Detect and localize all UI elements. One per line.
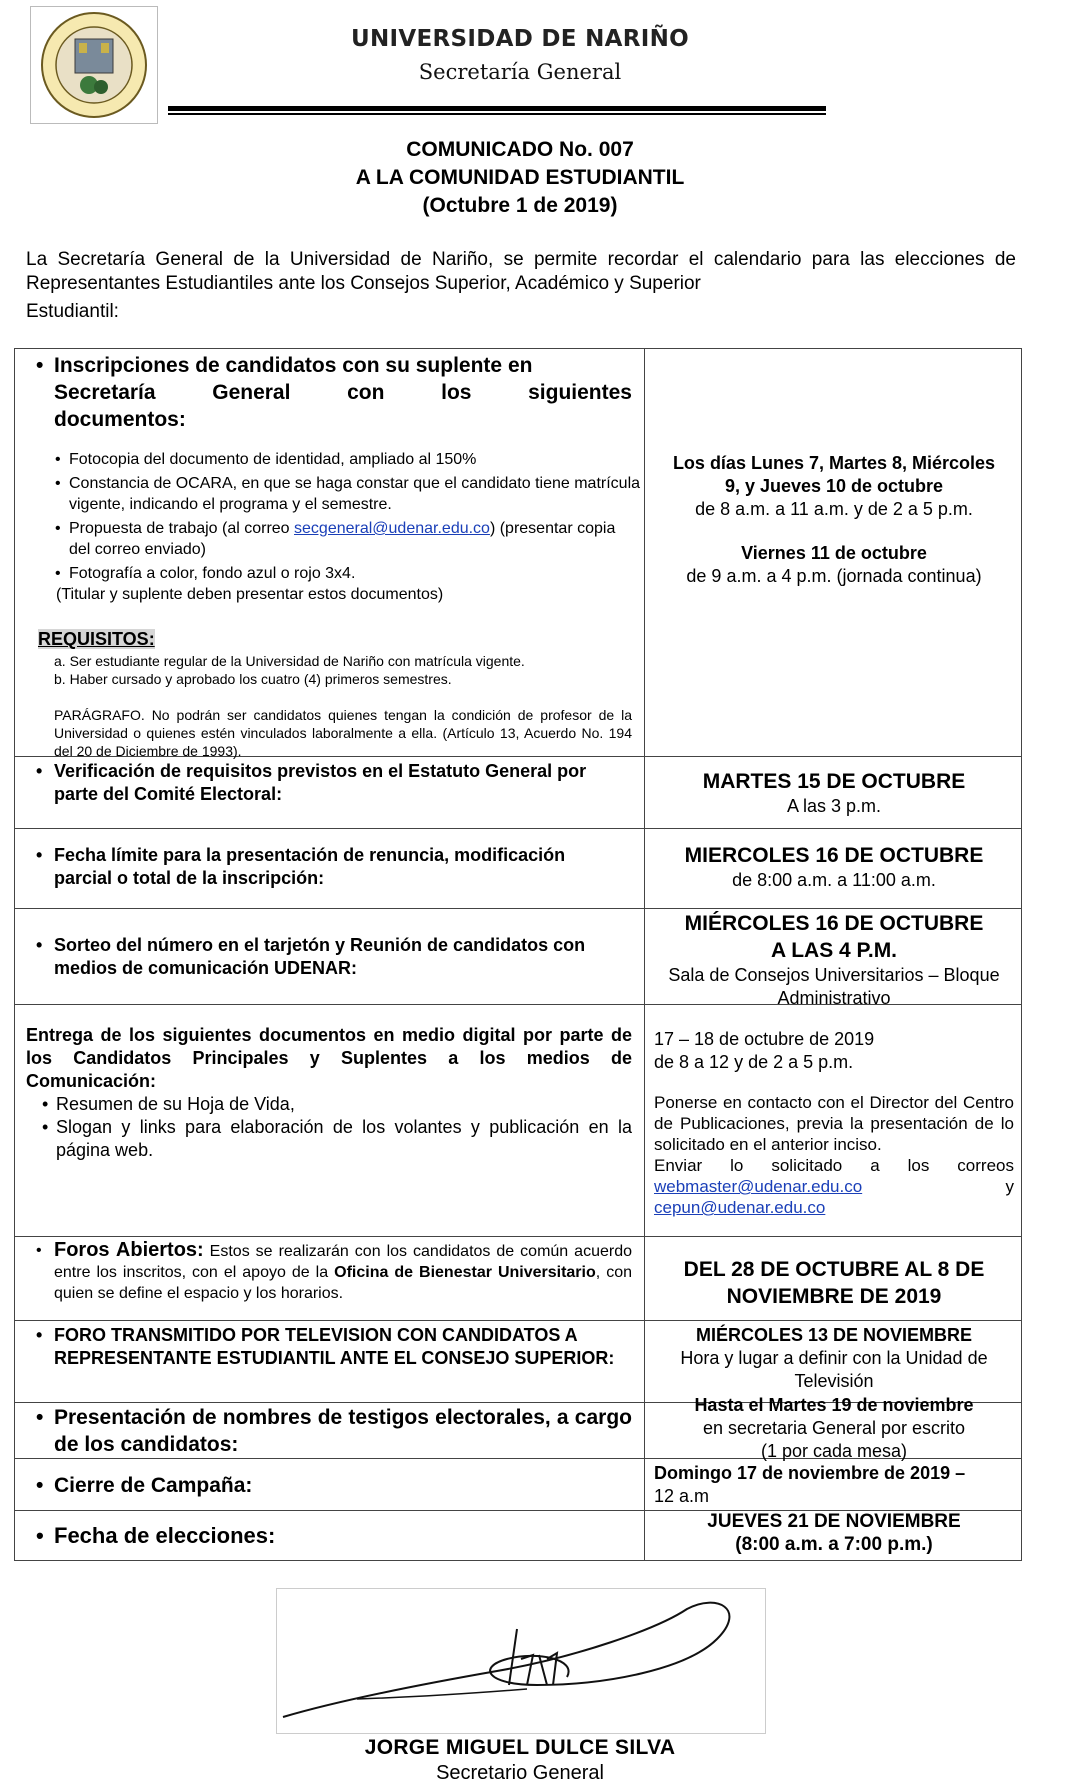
- requirements-label: [38, 628, 155, 651]
- row7-right: [652, 1324, 1016, 1393]
- row1-heading-line3: documentos:: [54, 408, 186, 431]
- column-divider: [644, 348, 645, 1561]
- conjunction: y: [1005, 1177, 1014, 1196]
- forums-text-end: , con quien se define el espacio y los horarios.: [54, 1264, 633, 1302]
- row6-right: DEL 28 DE OCTUBRE AL 8 DE NOVIEMBRE DE 2019: [683, 1258, 985, 1308]
- forums-label: Foros Abiertos:: [54, 1239, 204, 1261]
- row5-right: [654, 1028, 1014, 1218]
- row3-left: • Fecha límite para la presentación de renuncia, modificación parcial o total de la inscripción:: [54, 844, 626, 890]
- list-item: • Fotocopia del documento de identidad, ampliado al 150%: [69, 449, 641, 470]
- row5-heading: Entrega de los siguientes documentos en medio digital por parte de los Candidatos Principales y Suplentes a los medios de Comunicación:: [26, 1025, 632, 1091]
- row7-date: MIÉRCOLES 13 DE NOVIEMBRE: [695, 1325, 973, 1345]
- row3-right: [652, 842, 1016, 892]
- row4-date: MIÉRCOLES 16 DE OCTUBRE: [684, 912, 984, 935]
- row1-time-line: de 8 a.m. a 11 a.m. y de 2 a 5 p.m.: [695, 499, 973, 519]
- paragraph-clause: PARÁGRAFO. No podrán ser candidatos quienes tengan la condición de profesor de la Universidad o quienes estén vinculados laboralmente a ella. (Artículo 13, Acuerdo No. 194 del 20 de Diciembre de 1993).: [54, 707, 632, 759]
- signatory-role: Secretario General: [436, 1762, 604, 1784]
- requirement-a: a. Ser estudiante regular de la Universidad de Nariño con matrícula vigente.: [54, 653, 525, 669]
- row1-heading: [54, 352, 632, 433]
- document-list: [53, 449, 641, 584]
- heading-word: con: [347, 381, 385, 404]
- row5-left: [26, 1024, 632, 1162]
- row7-left: • FORO TRANSMITIDO POR TELEVISION CON CANDIDATOS A REPRESENTANTE ESTUDIANTIL ANTE EL CONSEJO SUPERIOR:: [54, 1324, 632, 1370]
- row4-right: [652, 910, 1016, 1010]
- row9-right: [654, 1462, 1014, 1508]
- row5-send-text: Enviar lo solicitado a los correos: [654, 1156, 1014, 1175]
- row1-date-line: 9, y Jueves 10 de octubre: [724, 476, 944, 496]
- row1-heading-line1: • Inscripciones de candidatos con su suplente en: [54, 354, 533, 377]
- row4-time: A LAS 4 P.M.: [770, 939, 898, 962]
- university-name: UNIVERSIDAD DE NARIÑO: [350, 26, 690, 52]
- row9-date: Domingo 17 de noviembre de 2019 –: [654, 1463, 966, 1483]
- doc-text: Propuesta de trabajo (al correo: [69, 520, 295, 537]
- row-divider: [14, 908, 1022, 909]
- election-date: JUEVES 21 DE NOVIEMBRE: [707, 1511, 961, 1532]
- list-item: • Slogan y links para elaboración de los volantes y publicación en la página web.: [56, 1116, 632, 1162]
- row-divider: [14, 1320, 1022, 1321]
- email-link[interactable]: cepun@udenar.edu.co: [654, 1198, 826, 1217]
- digital-documents-list: [40, 1093, 632, 1162]
- communique-audience: A LA COMUNIDAD ESTUDIANTIL: [355, 166, 685, 189]
- row8-place: en secretaria General por escrito: [702, 1418, 966, 1438]
- intro-paragraph: La Secretaría General de la Universidad de Nariño, se permite recordar el calendario para las elecciones de Representantes Estudiantiles ante los Consejos Superior, Académico y Superior: [26, 249, 1016, 294]
- list-item: • Resumen de su Hoja de Vida,: [56, 1093, 632, 1116]
- row1-date-line: Los días Lunes 7, Martes 8, Miércoles: [672, 453, 996, 473]
- row5-contact-text: Ponerse en contacto con el Director del Centro de Publicaciones, previa la presentación de lo solicitado en el anterior inciso.: [654, 1093, 1014, 1154]
- signature-box: [276, 1588, 766, 1734]
- doc-text: ) (presentar copia del correo enviado): [69, 520, 616, 558]
- row3-time: de 8:00 a.m. a 11:00 a.m.: [732, 870, 936, 890]
- forums-text: Estos se realizarán con los candidatos de común acuerdo entre los inscritos, con el apoyo de la: [54, 1243, 633, 1281]
- row10-right: [652, 1510, 1016, 1556]
- row4-place: Sala de Consejos Universitarios – Bloque Administrativo: [668, 965, 1000, 1008]
- row2-date: MARTES 15 DE OCTUBRE: [702, 770, 966, 793]
- communique-number: COMUNICADO No. 007: [406, 138, 634, 161]
- row1-friday-time: de 9 a.m. a 4 p.m. (jornada continua): [686, 566, 982, 586]
- row8-right: [652, 1394, 1016, 1463]
- seal-icon: [31, 7, 157, 123]
- row8-note: (1 por cada mesa): [760, 1441, 908, 1461]
- row5-email-line: [654, 1176, 1014, 1197]
- university-seal: [30, 6, 158, 124]
- requirement-b: b. Haber cursado y aprobado los cuatro (4) primeros semestres.: [54, 671, 452, 687]
- heading-word: los: [441, 381, 472, 404]
- document-note: (Titular y suplente deben presentar estos documentos): [56, 586, 444, 603]
- row5-time: de 8 a 12 y de 2 a 5 p.m.: [654, 1052, 854, 1072]
- heading-word: siguientes: [528, 381, 632, 404]
- list-item: • Constancia de OCARA, en que se haga constar que el candidato tiene matrícula vigente, indicando el programa y el semestre.: [69, 473, 641, 515]
- row-divider: [14, 1236, 1022, 1237]
- communique-date: (Octubre 1 de 2019): [422, 194, 618, 217]
- row1-heading-line2: [54, 379, 632, 406]
- office-name: Secretaría General: [418, 60, 622, 84]
- header-rule: [168, 106, 826, 111]
- row2-left: • Verificación de requisitos previstos en el Estatuto General por parte del Comité Electoral:: [54, 760, 626, 806]
- heading-word: General: [212, 381, 291, 404]
- row1-friday-date: Viernes 11 de octubre: [741, 543, 927, 563]
- list-item: • Fotografía a color, fondo azul o rojo 3x4.: [69, 563, 641, 584]
- handwritten-signature: [277, 1589, 765, 1733]
- heading-word: Secretaría: [54, 381, 156, 404]
- row6-left: [54, 1240, 632, 1304]
- row3-date: MIERCOLES 16 DE OCTUBRE: [684, 844, 984, 867]
- email-link[interactable]: webmaster@udenar.edu.co: [654, 1177, 863, 1196]
- row2-right: [652, 768, 1016, 818]
- intro-paragraph-end: Estudiantil:: [26, 301, 119, 322]
- row8-date: Hasta el Martes 19 de noviembre: [694, 1395, 974, 1415]
- row-divider: [14, 828, 1022, 829]
- row10-left: • Fecha de elecciones:: [54, 1522, 632, 1550]
- row1-right: [652, 452, 1016, 588]
- row5-email-line2: [654, 1197, 1014, 1218]
- election-hours: (8:00 a.m. a 7:00 p.m.): [735, 1534, 933, 1555]
- row4-left: • Sorteo del número en el tarjetón y Reunión de candidatos con medios de comunicación UDENAR:: [54, 934, 626, 980]
- welfare-office: Oficina de Bienestar Universitario: [334, 1264, 596, 1281]
- header-rule-thin: [168, 113, 826, 115]
- requirements-label-text: REQUISITOS:: [38, 629, 155, 649]
- row1-left: [54, 352, 641, 605]
- row7-place: Hora y lugar a definir con la Unidad de Televisión: [680, 1348, 988, 1391]
- row9-left: • Cierre de Campaña:: [54, 1472, 632, 1499]
- list-item: [69, 518, 641, 560]
- row9-time: 12 a.m: [654, 1486, 710, 1506]
- row8-left: • Presentación de nombres de testigos electorales, a cargo de los candidatos:: [54, 1404, 632, 1458]
- signatory-name: JORGE MIGUEL DULCE SILVA: [364, 1736, 676, 1759]
- row5-date: 17 – 18 de octubre de 2019: [654, 1029, 875, 1049]
- row2-time: A las 3 p.m.: [786, 796, 882, 816]
- email-link[interactable]: secgeneral@udenar.edu.co: [294, 520, 490, 537]
